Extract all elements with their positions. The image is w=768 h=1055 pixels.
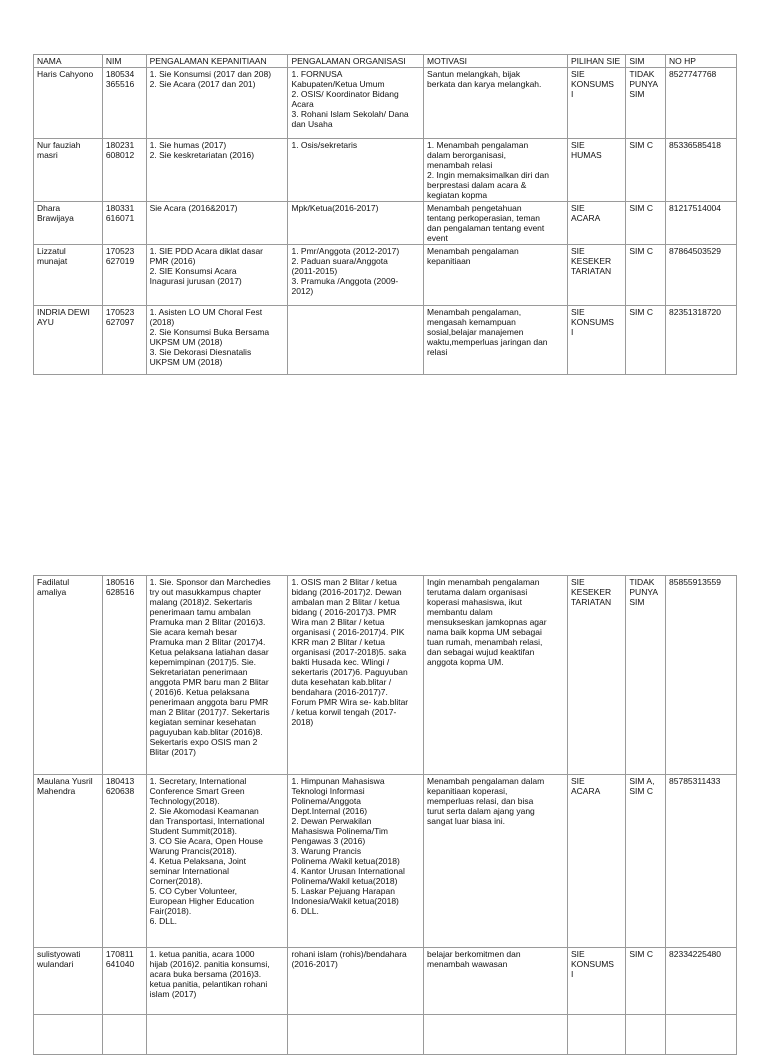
cell-nim: 180331 616071 — [102, 202, 146, 245]
cell-sim: SIM A, SIM C — [626, 775, 666, 948]
cell-sie: SIE KESEKER TARIATAN — [567, 245, 625, 306]
cell-kepanitiaan: 1. ketua panitia, acara 1000 hijab (2016)2. panitia konsumsi, acara buka bersama (2016)3. ketua panitia, pelantikan rohani islam (2017) — [146, 948, 288, 1015]
cell-motivasi — [424, 1015, 568, 1055]
cell-sim: TIDAK PUNYA SIM — [626, 576, 666, 775]
cell-nama: Nur fauziah masri — [34, 139, 103, 202]
cell-sim: SIM C — [626, 139, 666, 202]
cell-nama: Lizzatul munajat — [34, 245, 103, 306]
cell-kepanitiaan — [146, 1015, 288, 1055]
cell-sim: TIDAK PUNYA SIM — [626, 68, 666, 139]
cell-organisasi: rohani islam (rohis)/bendahara (2016-2017) — [288, 948, 424, 1015]
cell-organisasi: Mpk/Ketua(2016-2017) — [288, 202, 424, 245]
cell-kepanitiaan: 1. Sie humas (2017) 2. Sie keskretariatan (2016) — [146, 139, 288, 202]
header-nim: NIM — [102, 55, 146, 68]
cell-hp — [666, 1015, 737, 1055]
table-row — [34, 1015, 737, 1055]
cell-nim: 180413 620638 — [102, 775, 146, 948]
cell-motivasi: belajar berkomitmen dan menambah wawasan — [424, 948, 568, 1015]
cell-nama: Fadilatul amaliya — [34, 576, 103, 775]
cell-motivasi: 1. Menambah pengalaman dalam berorganisasi, menambah relasi 2. Ingin memaksimalkan diri dan berprestasi dalam acara & kegiatan kopma — [424, 139, 568, 202]
cell-nim: 180534 365516 — [102, 68, 146, 139]
cell-nim: 180516 628516 — [102, 576, 146, 775]
cell-sim: SIM C — [626, 202, 666, 245]
cell-motivasi: Santun melangkah, bijak berkata dan karya melangkah. — [424, 68, 568, 139]
cell-kepanitiaan: 1. SIE PDD Acara diklat dasar PMR (2016) 2. SIE Konsumsi Acara Inagurasi jurusan (2017) — [146, 245, 288, 306]
cell-organisasi — [288, 306, 424, 375]
applicants-table-top — [33, 54, 737, 375]
table-row — [34, 576, 737, 775]
cell-sim: SIM C — [626, 245, 666, 306]
cell-nim: 170523 627097 — [102, 306, 146, 375]
cell-sie: SIE ACARA — [567, 202, 625, 245]
cell-sim: SIM C — [626, 306, 666, 375]
cell-organisasi: 1. Pmr/Anggota (2012-2017) 2. Paduan suara/Anggota (2011-2015) 3. Pramuka /Anggota (2009- 2012) — [288, 245, 424, 306]
cell-organisasi: 1. OSIS man 2 Blitar / ketua bidang (2016-2017)2. Dewan ambalan man 2 Blitar / ketua bidang ( 2016-2017)3. PMR Wira man 2 Blitar / ketua organisasi ( 2016-2017)4. PIK KRR man 2 Blitar / ketua organisasi (2017-2018)5. saka bakti Husada kec. Wlingi / sekertaris (2017)6. Paguyuban duta kesehatan kab.blitar / bendahara (2016-2017)7. Forum PMR Wira se- kab.blitar / ketua korwil tengah (2017- 2018) — [288, 576, 424, 775]
cell-nama: INDRIA DEWI AYU — [34, 306, 103, 375]
cell-sie: SIE HUMAS — [567, 139, 625, 202]
cell-motivasi: Menambah pengalaman dalam kepanitiaan koperasi, memperluas relasi, dan bisa turut serta dalam ajang yang sangat luar biasa ini. — [424, 775, 568, 948]
cell-sie: SIE KONSUMS I — [567, 68, 625, 139]
header-pilihan-sie: PILIHAN SIE — [567, 55, 625, 68]
header-no-hp: NO HP — [666, 55, 737, 68]
cell-hp: 85855913559 — [666, 576, 737, 775]
cell-hp: 82334225480 — [666, 948, 737, 1015]
cell-nama — [34, 1015, 103, 1055]
cell-nim: 170811 641040 — [102, 948, 146, 1015]
table-header-row — [34, 55, 737, 68]
cell-organisasi: 1. Osis/sekretaris — [288, 139, 424, 202]
cell-organisasi: 1. FORNUSA Kabupaten/Ketua Umum 2. OSIS/ Koordinator Bidang Acara 3. Rohani Islam Sekolah/ Dana dan Usaha — [288, 68, 424, 139]
header-motivasi: MOTIVASI — [424, 55, 568, 68]
cell-kepanitiaan: 1. Sie Konsumsi (2017 dan 208) 2. Sie Acara (2017 dan 201) — [146, 68, 288, 139]
header-nama: NAMA — [34, 55, 103, 68]
cell-motivasi: Menambah pengalaman kepanitiaan — [424, 245, 568, 306]
table-row — [34, 306, 737, 375]
applicants-table-bottom — [33, 575, 737, 1055]
cell-organisasi: 1. Himpunan Mahasiswa Teknologi Informasi Polinema/Anggota Dept.Internal (2016) 2. Dewan Perwakilan Mahasiswa Polinema/Tim Pengawas 3 (2016) 3. Warung Prancis Polinema /Wakil ketua(2018) 4. Kantor Urusan International Polinema/Wakil ketua(2018) 5. Laskar Pejuang Harapan Indonesia/Wakil ketua(2018) 6. DLL. — [288, 775, 424, 948]
cell-hp: 85785311433 — [666, 775, 737, 948]
cell-hp: 87864503529 — [666, 245, 737, 306]
table-row — [34, 948, 737, 1015]
cell-sie: SIE KONSUMS I — [567, 306, 625, 375]
header-sim: SIM — [626, 55, 666, 68]
cell-kepanitiaan: 1. Sie. Sponsor dan Marchedies try out masukkampus chapter malang (2018)2. Sekertaris penerimaan tamu ambalan Pramuka man 2 Blitar (2016)3. Sie acara kemah besar Pramuka man 2 Blitar (2017)4. Ketua pelaksana latiahan dasar kepemimpinan (2017)5. Sie. Sekretariatan penerimaan anggota PMR baru man 2 Blitar ( 2016)6. Ketua pelaksana penerimaan anggota baru PMR man 2 Blitar (2017)7. Sekertaris kegiatan seminar kesehatan paguyuban kab.blitar (2016)8. Sekertaris expo OSIS man 2 Blitar (2017) — [146, 576, 288, 775]
table-row — [34, 202, 737, 245]
table-row — [34, 775, 737, 948]
header-organisasi: PENGALAMAN ORGANISASI — [288, 55, 424, 68]
cell-hp: 8527747768 — [666, 68, 737, 139]
cell-motivasi: Menambah pengetahuan tentang perkoperasian, teman dan pengalaman tentang event event — [424, 202, 568, 245]
cell-sim: SIM C — [626, 948, 666, 1015]
cell-kepanitiaan: Sie Acara (2016&2017) — [146, 202, 288, 245]
cell-motivasi: Ingin menambah pengalaman terutama dalam organisasi koperasi mahasiswa, ikut membantu dalam mensukseskan jamkopnas agar nama baik kopma UM sebagai tuan rumah, menambah relasi, dan sebagai wujud keaktifan anggota kopma UM. — [424, 576, 568, 775]
cell-nama: Haris Cahyono — [34, 68, 103, 139]
table-row — [34, 245, 737, 306]
cell-nim — [102, 1015, 146, 1055]
cell-sie: SIE KONSUMS I — [567, 948, 625, 1015]
cell-kepanitiaan: 1. Secretary, International Conference Smart Green Technology(2018). 2. Sie Akomodasi Keamanan dan Transportasi, International Student Summit(2018). 3. CO Sie Acara, Open House Warung Prancis(2018). 4. Ketua Pelaksana, Joint seminar International Corner(2018). 5. CO Cyber Volunteer, European Higher Education Fair(2018). 6. DLL. — [146, 775, 288, 948]
table-row — [34, 139, 737, 202]
cell-nama: sulistyowati wulandari — [34, 948, 103, 1015]
cell-nim: 180231 608012 — [102, 139, 146, 202]
cell-nim: 170523 627019 — [102, 245, 146, 306]
cell-nama: Dhara Brawijaya — [34, 202, 103, 245]
cell-kepanitiaan: 1. Asisten LO UM Choral Fest (2018) 2. Sie Konsumsi Buka Bersama UKPSM UM (2018) 3. Sie Dekorasi Diesnatalis UKPSM UM (2018) — [146, 306, 288, 375]
cell-sim — [626, 1015, 666, 1055]
cell-nama: Maulana Yusril Mahendra — [34, 775, 103, 948]
cell-motivasi: Menambah pengalaman, mengasah kemampuan sosial,belajar manajemen waktu,memperluas jaringan dan relasi — [424, 306, 568, 375]
cell-sie: SIE ACARA — [567, 775, 625, 948]
cell-hp: 82351318720 — [666, 306, 737, 375]
cell-sie: SIE KESEKER TARIATAN — [567, 576, 625, 775]
cell-hp: 81217514004 — [666, 202, 737, 245]
cell-hp: 85336585418 — [666, 139, 737, 202]
cell-sie — [567, 1015, 625, 1055]
header-kepanitiaan: PENGALAMAN KEPANITIAAN — [146, 55, 288, 68]
cell-organisasi — [288, 1015, 424, 1055]
table-row — [34, 68, 737, 139]
